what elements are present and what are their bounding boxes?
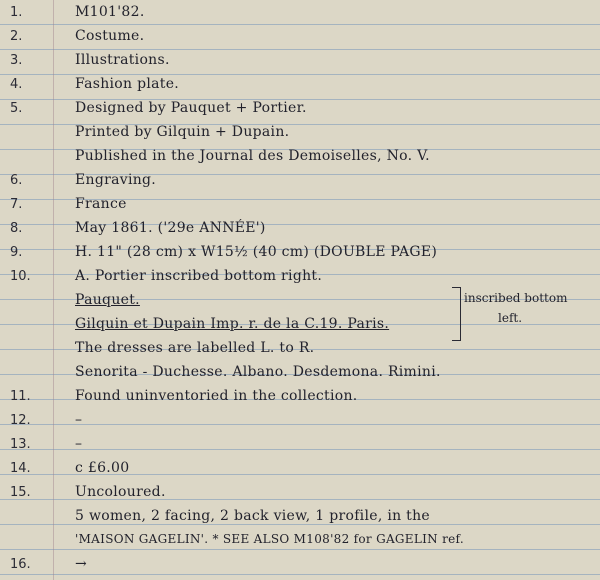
ledger-row bbox=[0, 339, 600, 363]
row-number: 10. bbox=[10, 269, 31, 284]
row-text: Engraving. bbox=[75, 172, 157, 188]
row-text: Printed by Gilquin + Dupain. bbox=[75, 124, 290, 140]
row-number: 11. bbox=[10, 389, 31, 404]
row-text: 'MAISON GAGELIN'. * SEE ALSO M108'82 for GAGELIN ref. bbox=[75, 532, 464, 546]
row-text: May 1861. ('29e ANNÉE') bbox=[75, 220, 266, 236]
row-number: 2. bbox=[10, 29, 23, 44]
ledger-row bbox=[0, 195, 600, 219]
row-text: → bbox=[75, 556, 88, 572]
ledger-row bbox=[0, 171, 600, 195]
ledger-row bbox=[0, 51, 600, 75]
row-text: Gilquin et Dupain Imp. r. de la C.19. Paris. bbox=[75, 316, 390, 332]
ledger-row bbox=[0, 123, 600, 147]
row-number: 8. bbox=[10, 221, 23, 236]
row-text: France bbox=[75, 196, 127, 212]
row-number: 5. bbox=[10, 101, 23, 116]
row-number: 9. bbox=[10, 245, 23, 260]
row-text: The dresses are labelled L. to R. bbox=[75, 340, 315, 356]
row-text: Costume. bbox=[75, 28, 145, 44]
ledger-row bbox=[0, 555, 600, 579]
row-text: 5 women, 2 facing, 2 back view, 1 profile, in the bbox=[75, 508, 430, 524]
ledger-row bbox=[0, 435, 600, 459]
row-number: 12. bbox=[10, 413, 31, 428]
row-text: Senorita - Duchesse. Albano. Desdemona. Rimini. bbox=[75, 364, 441, 380]
row-text: Found uninventoried in the collection. bbox=[75, 388, 358, 404]
row-text: H. 11" (28 cm) x W15½ (40 cm) (DOUBLE PAGE) bbox=[75, 244, 438, 260]
bracket-note-line: inscribed bottom bbox=[464, 291, 568, 305]
ledger-row bbox=[0, 531, 600, 555]
ledger-row bbox=[0, 483, 600, 507]
ledger-row bbox=[0, 411, 600, 435]
ledger-row bbox=[0, 75, 600, 99]
row-text: Pauquet. bbox=[75, 292, 140, 308]
ledger-row bbox=[0, 459, 600, 483]
ledger-row bbox=[0, 243, 600, 267]
bracket-mark bbox=[452, 287, 461, 341]
bracket-note bbox=[464, 288, 584, 328]
row-text: A. Portier inscribed bottom right. bbox=[75, 268, 323, 284]
ledger-row bbox=[0, 3, 600, 27]
ledger-row bbox=[0, 27, 600, 51]
ledger-row bbox=[0, 507, 600, 531]
row-text: M101'82. bbox=[75, 4, 145, 20]
row-number: 3. bbox=[10, 53, 23, 68]
row-text: Fashion plate. bbox=[75, 76, 180, 92]
row-text: Uncoloured. bbox=[75, 484, 166, 500]
row-number: 14. bbox=[10, 461, 31, 476]
row-number: 7. bbox=[10, 197, 23, 212]
row-number: 16. bbox=[10, 557, 31, 572]
bracket-note-line: left. bbox=[498, 311, 523, 325]
row-text: c £6.00 bbox=[75, 460, 130, 476]
ledger-row bbox=[0, 219, 600, 243]
row-text: Designed by Pauquet + Portier. bbox=[75, 100, 307, 116]
row-number: 6. bbox=[10, 173, 23, 188]
row-text: Illustrations. bbox=[75, 52, 170, 68]
row-text: – bbox=[75, 436, 83, 452]
row-number: 13. bbox=[10, 437, 31, 452]
ledger-row bbox=[0, 147, 600, 171]
row-number: 4. bbox=[10, 77, 23, 92]
row-text: – bbox=[75, 412, 83, 428]
ledger-row bbox=[0, 99, 600, 123]
ledger-row bbox=[0, 387, 600, 411]
row-number: 15. bbox=[10, 485, 31, 500]
ledger-row bbox=[0, 363, 600, 387]
row-number: 1. bbox=[10, 5, 23, 20]
row-text: Published in the Journal des Demoiselles, No. V. bbox=[75, 148, 430, 164]
